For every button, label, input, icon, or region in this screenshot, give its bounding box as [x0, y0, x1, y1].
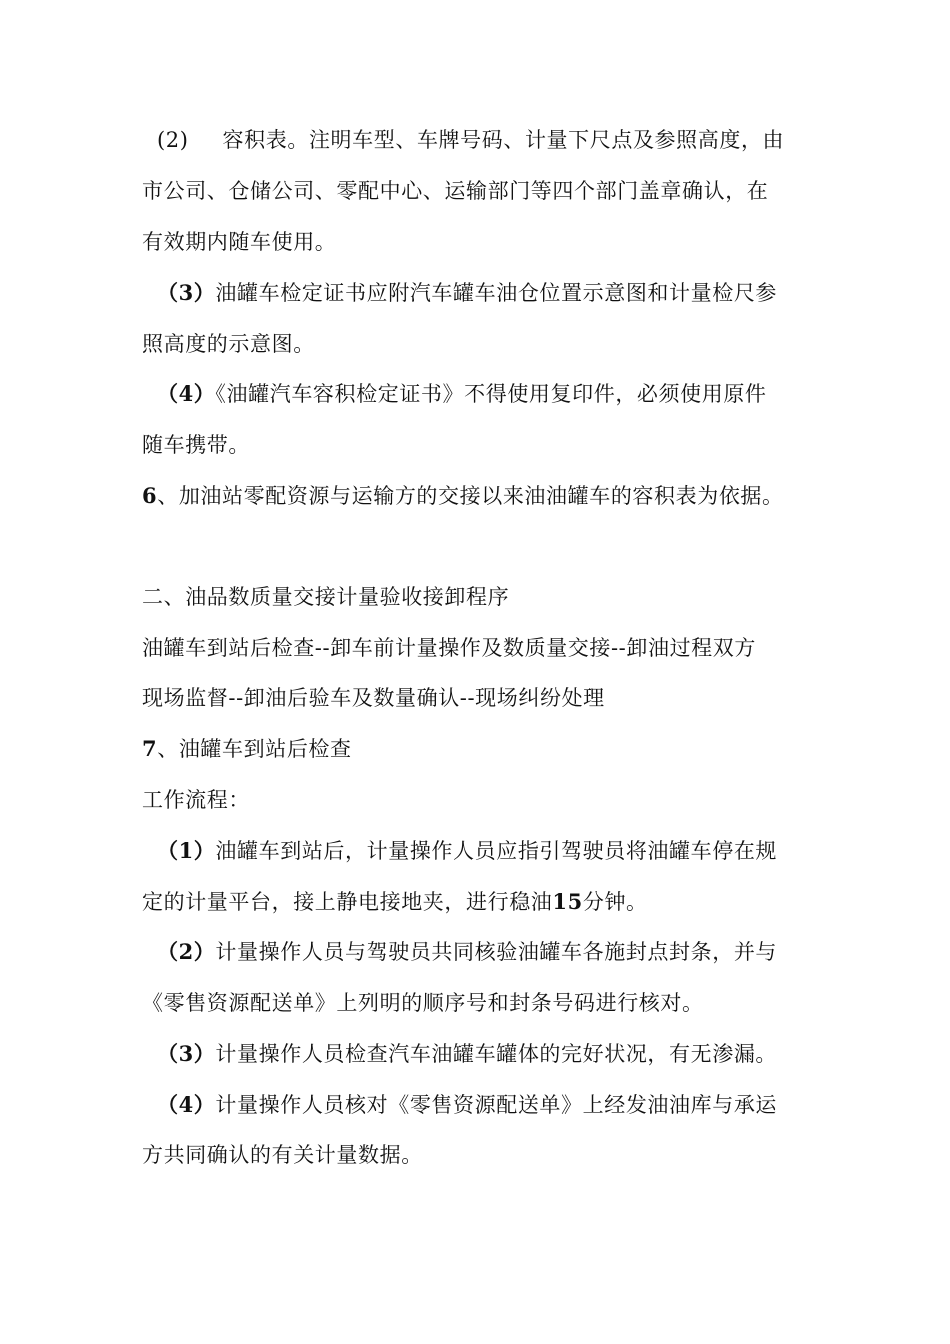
- section-7-number: 7: [142, 736, 158, 761]
- step-4-number: （4）: [157, 1092, 216, 1117]
- step-3-text-1: 计量操作人员检查汽车油罐车罐体的完好状况，有无渗漏。: [215, 1042, 778, 1066]
- step-4-line-2: 方共同确认的有关计量数据。: [142, 1143, 423, 1167]
- item-4-text-1: 《油罐汽车容积检定证书》不得使用复印件，必须使用原件: [215, 382, 767, 406]
- step-3-number: （3）: [157, 1041, 216, 1066]
- section-7-text: 、油罐车到站后检查: [157, 737, 352, 761]
- step-1-line-1: [157, 838, 777, 864]
- item-2-number: (2): [157, 128, 189, 152]
- flow-line-2: 现场监督--卸油后验车及数量确认--现场纠纷处理: [142, 686, 605, 710]
- step-4-line-1: [157, 1092, 777, 1118]
- item-3-text-1: 油罐车检定证书应附汽车罐车油仓位置示意图和计量检尺参: [215, 281, 778, 305]
- step-1-text-2a: 定的计量平台，接上静电接地夹，进行稳油: [142, 890, 553, 914]
- item-4-number: （4）: [157, 381, 216, 406]
- step-1-text-2b: 分钟。: [582, 890, 648, 914]
- item-4-line-1: [157, 381, 767, 407]
- item-2-line-1: [157, 127, 784, 153]
- part-2-title: 二、油品数质量交接计量验收接卸程序: [142, 585, 510, 609]
- item-2-text-1: 容积表。注明车型、车牌号码、计量下尺点及参照高度，由: [222, 128, 785, 152]
- item-3-line-2: 照高度的示意图。: [142, 332, 315, 356]
- step-1-line-2: [142, 889, 648, 915]
- step-2-text-1: 计量操作人员与驾驶员共同核验油罐车各施封点封条，并与: [215, 940, 778, 964]
- item-4-line-2: 随车携带。: [142, 433, 250, 457]
- item-2-line-2: 市公司、仓储公司、零配中心、运输部门等四个部门盖章确认，在: [142, 179, 769, 203]
- section-6-line: [142, 483, 784, 509]
- step-1-number: （1）: [157, 838, 216, 863]
- step-2-line-2: 《零售资源配送单》上列明的顺序号和封条号码进行核对。: [142, 991, 704, 1015]
- step-2-line-1: [157, 939, 777, 965]
- step-4-text-1: 计量操作人员核对《零售资源配送单》上经发油油库与承运: [215, 1093, 778, 1117]
- section-7-line: [142, 736, 352, 762]
- step-1-text-1: 油罐车到站后，计量操作人员应指引驾驶员将油罐车停在规: [215, 839, 778, 863]
- item-3-line-1: [157, 280, 777, 306]
- section-6-text: 、加油站零配资源与运输方的交接以来油油罐车的容积表为依据。: [157, 484, 784, 508]
- step-2-number: （2）: [157, 939, 216, 964]
- workflow-label: 工作流程：: [142, 788, 250, 812]
- item-3-number: （3）: [157, 280, 216, 305]
- item-2-line-3: 有效期内随车使用。: [142, 230, 337, 254]
- section-6-number: 6: [142, 483, 158, 508]
- step-1-minutes: 15: [552, 889, 583, 914]
- step-3-line-1: [157, 1041, 777, 1067]
- flow-line-1: 油罐车到站后检查--卸车前计量操作及数质量交接--卸油过程双方: [142, 636, 756, 660]
